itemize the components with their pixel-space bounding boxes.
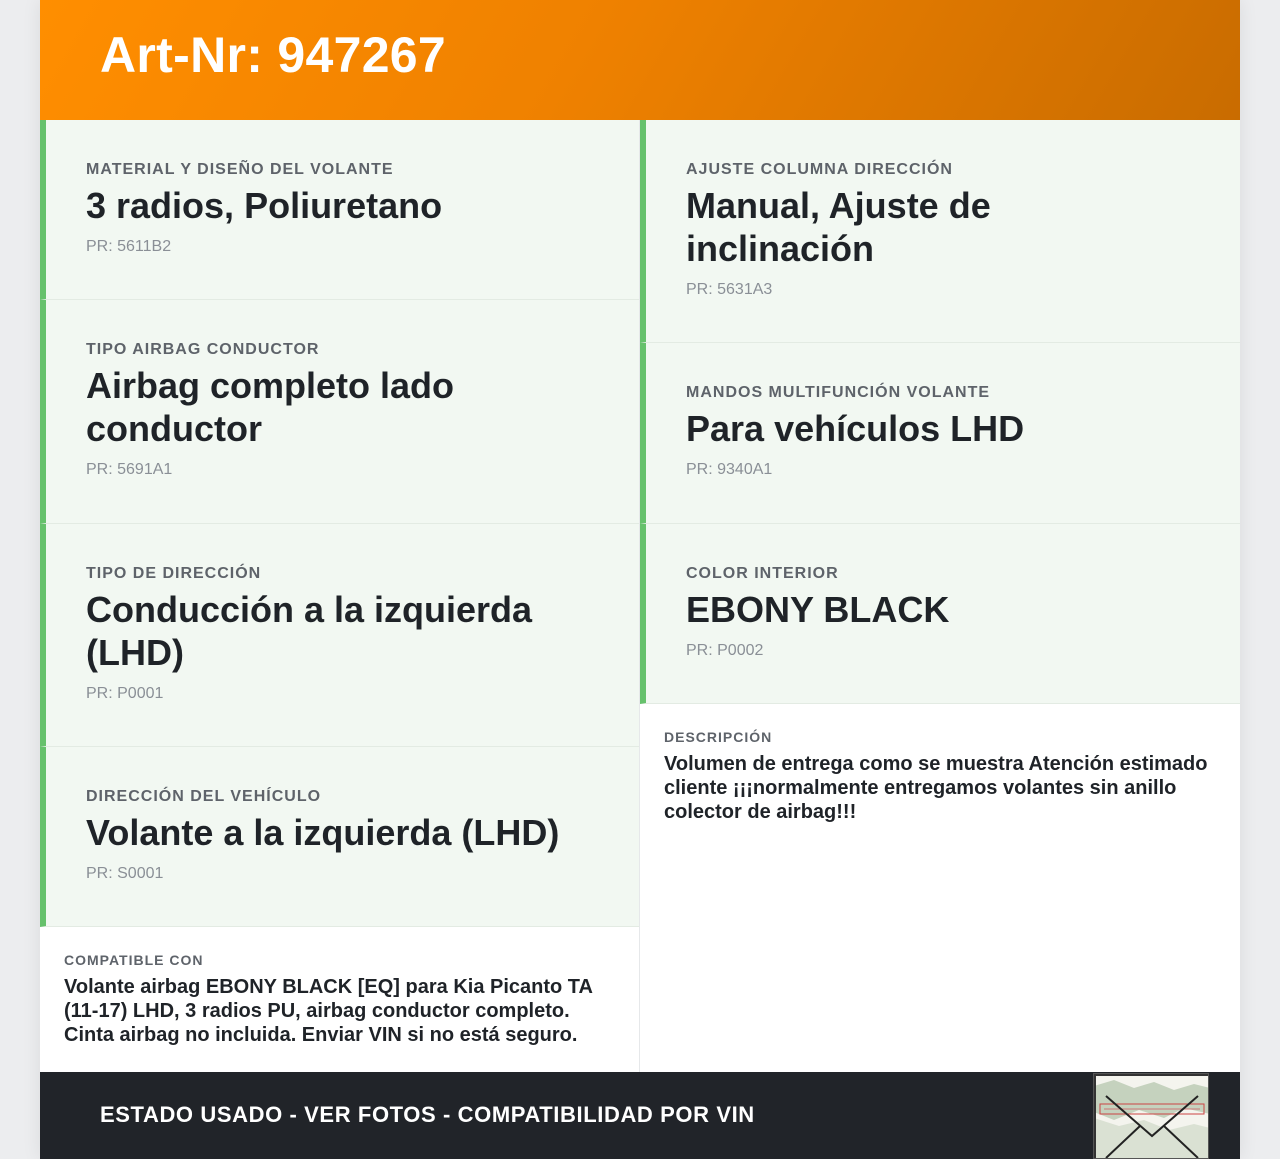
compatible-label: COMPATIBLE CON (64, 952, 204, 968)
attribute-steering-type (40, 524, 640, 747)
attribute-label: MANDOS MULTIFUNCIÓN VOLANTE (686, 384, 991, 401)
attribute-pr-code: PR: 9340A1 (686, 461, 773, 478)
attribute-interior-color (640, 524, 1240, 704)
article-number-title: Art-Nr: 947267 (100, 27, 447, 83)
attribute-label: DIRECCIÓN DEL VEHÍCULO (86, 788, 322, 805)
attribute-pr-code: PR: P0002 (686, 642, 764, 659)
attribute-label: TIPO AIRBAG CONDUCTOR (86, 341, 320, 358)
attribute-driver-airbag-type (40, 300, 640, 524)
attribute-value: EBONY BLACK (686, 589, 950, 630)
attribute-pr-code: PR: S0001 (86, 865, 164, 882)
attribute-value: Para vehículos LHD (686, 408, 1025, 449)
compatible-text: Volante airbag EBONY BLACK [EQ] para Kia Picanto TA (11-17) LHD, 3 radios PU, airbag conductor completo. Cinta airbag no incluida. Enviar VIN si no está seguro. (64, 976, 593, 1046)
attribute-vehicle-steering-side (40, 747, 640, 927)
attribute-label: MATERIAL Y DISEÑO DEL VOLANTE (86, 161, 394, 178)
compatible-with-section (40, 927, 640, 1072)
attribute-pr-code: PR: 5691A1 (86, 461, 173, 478)
attribute-label: TIPO DE DIRECCIÓN (86, 565, 262, 582)
attribute-value: Manual, Ajuste de inclinación (686, 185, 991, 269)
footer-bar (40, 1072, 1240, 1159)
attribute-value: Airbag completo lado conductor (86, 365, 455, 449)
description-section (640, 704, 1240, 1072)
right-column (640, 120, 1240, 1072)
description-text: Volumen de entrega como se muestra Atención estimado cliente ¡¡¡normalmente entregamos volantes sin anillo colector de airbag!!! (664, 753, 1208, 823)
description-label: DESCRIPCIÓN (664, 729, 773, 745)
attribute-steering-column-adjustment (640, 120, 1240, 343)
attribute-value: Volante a la izquierda (LHD) (86, 812, 560, 853)
product-card (40, 0, 1240, 1159)
attribute-pr-code: PR: 5631A3 (686, 281, 773, 298)
header-bar (40, 0, 1240, 120)
attribute-pr-code: PR: P0001 (86, 685, 164, 702)
attribute-value: 3 radios, Poliuretano (86, 185, 443, 226)
attribute-value: Conducción a la izquierda (LHD) (86, 589, 533, 673)
attribute-label: COLOR INTERIOR (686, 565, 839, 582)
left-column (40, 120, 640, 1072)
attribute-multifunction-controls (640, 343, 1240, 524)
attribute-steering-wheel-material (40, 120, 640, 300)
vehicle-document-thumbnail-icon[interactable] (1093, 1073, 1209, 1159)
attribute-pr-code: PR: 5611B2 (86, 238, 172, 255)
attribute-label: AJUSTE COLUMNA DIRECCIÓN (686, 161, 953, 178)
column-divider (639, 120, 640, 1072)
footer-status-text: ESTADO USADO - VER FOTOS - COMPATIBILIDAD POR VIN (100, 1102, 755, 1127)
